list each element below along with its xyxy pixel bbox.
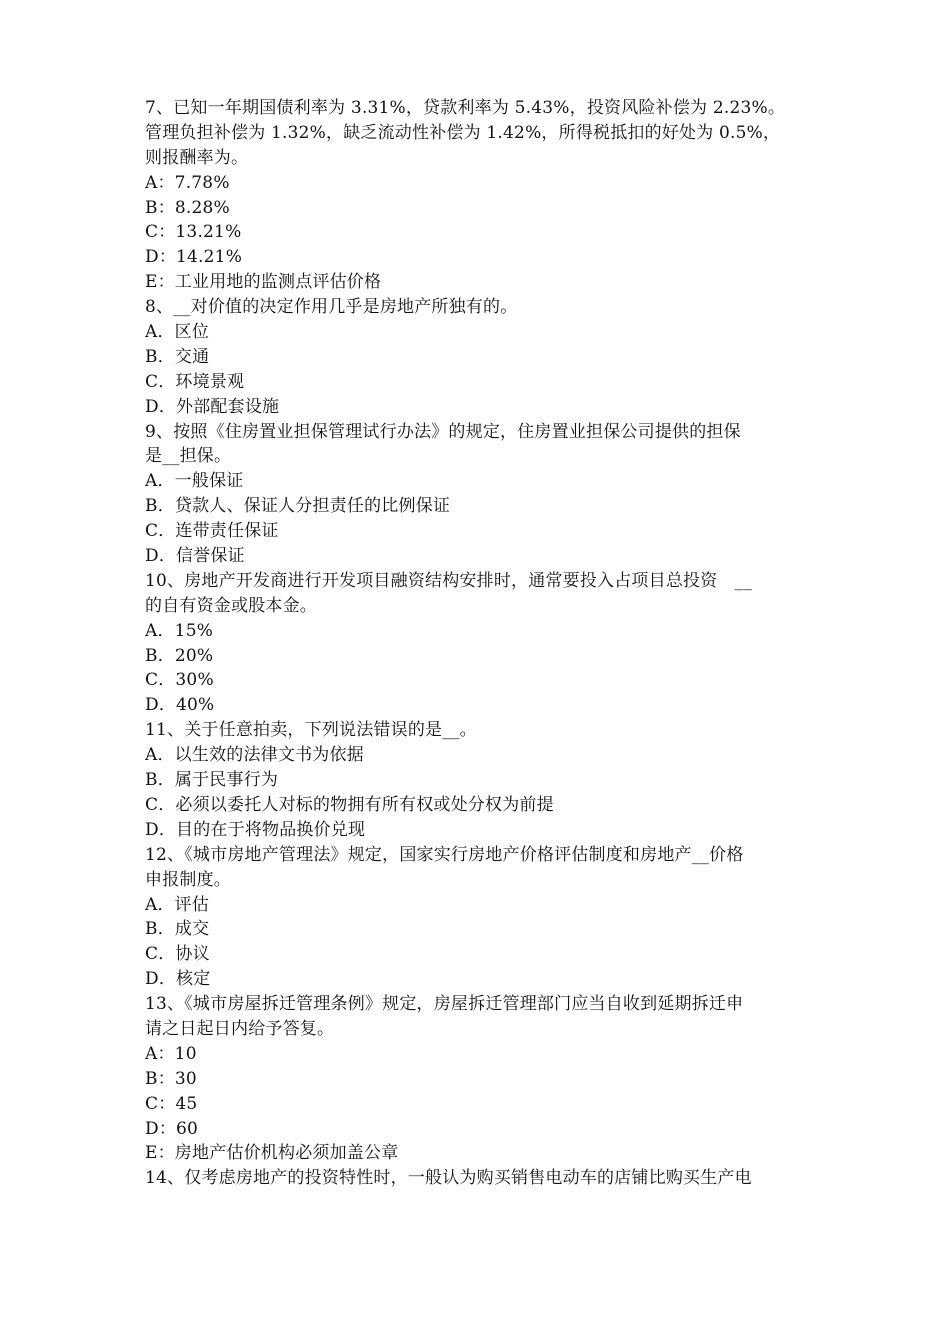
text-line: 13、《城市房屋拆迁管理条例》规定，房屋拆迁管理部门应当自收到延期拆迁申 — [145, 994, 744, 1015]
text-line: A．以生效的法律文书为依据 — [145, 745, 364, 766]
text-line: D．40% — [145, 695, 215, 716]
text-line: C．连带责任保证 — [145, 521, 279, 542]
text-line: 请之日起日内给予答复。 — [145, 1018, 335, 1039]
text-line: C．必须以委托人对标的物拥有所有权或处分权为前提 — [145, 794, 554, 815]
text-line: D：60 — [145, 1118, 199, 1139]
text-line: 11、关于任意拍卖，下列说法错误的是__。 — [145, 720, 477, 741]
text-line: A：7.78% — [145, 172, 230, 193]
text-line: B．交通 — [145, 346, 210, 367]
text-line: A：10 — [145, 1043, 197, 1064]
text-line: 8、__对价值的决定作用几乎是房地产所独有的。 — [145, 297, 518, 318]
text-line: A．区位 — [145, 322, 210, 343]
text-line: A．15% — [145, 620, 214, 641]
text-line: 管理负担补偿为 1.32%，缺乏流动性补偿为 1.42%，所得税抵扣的好处为 0.5%， — [145, 122, 781, 143]
text-line: 则报酬率为。 — [145, 147, 249, 168]
text-line: C．30% — [145, 670, 214, 691]
text-line: B：8.28% — [145, 197, 230, 218]
text-line: C：45 — [145, 1093, 198, 1114]
text-line: E：工业用地的监测点评估价格 — [145, 272, 382, 293]
text-line: 9、按照《住房置业担保管理试行办法》的规定，住房置业担保公司提供的担保 — [145, 421, 741, 442]
text-line: B．成交 — [145, 919, 210, 940]
text-line: B．贷款人、保证人分担责任的比例保证 — [145, 496, 451, 517]
text-line: 12、《城市房地产管理法》规定，国家实行房地产价格评估制度和房地产__价格 — [145, 844, 744, 865]
text-line: D．信誉保证 — [145, 546, 245, 567]
text-line: E：房地产估价机构必须加盖公章 — [145, 1143, 399, 1164]
text-line: 申报制度。 — [145, 869, 231, 890]
text-line: D．外部配套设施 — [145, 396, 280, 417]
text-line: C．协议 — [145, 944, 210, 965]
text-line: C：13.21% — [145, 222, 242, 243]
text-line: C．环境景观 — [145, 371, 245, 392]
text-line: B．20% — [145, 645, 214, 666]
text-line: B：30 — [145, 1068, 197, 1089]
text-line: 的自有资金或股本金。 — [145, 595, 317, 616]
document-body — [145, 96, 815, 1191]
text-line: 10、房地产开发商进行开发项目融资结构安排时，通常要投入占项目总投资 __ — [145, 570, 753, 591]
text-line: A．评估 — [145, 894, 210, 915]
text-line: 14、仅考虑房地产的投资特性时，一般认为购买销售电动车的店铺比购买生产电 — [145, 1168, 752, 1189]
text-line: 是__担保。 — [145, 446, 232, 467]
text-line: B．属于民事行为 — [145, 770, 279, 791]
text-line: D．核定 — [145, 969, 211, 990]
text-line: D．目的在于将物品换价兑现 — [145, 819, 366, 840]
text-line: 7、已知一年期国债利率为 3.31%，贷款利率为 5.43%，投资风险补偿为 2.23%。 — [145, 98, 786, 118]
text-line: A．一般保证 — [145, 471, 244, 492]
text-line: D：14.21% — [145, 247, 243, 268]
